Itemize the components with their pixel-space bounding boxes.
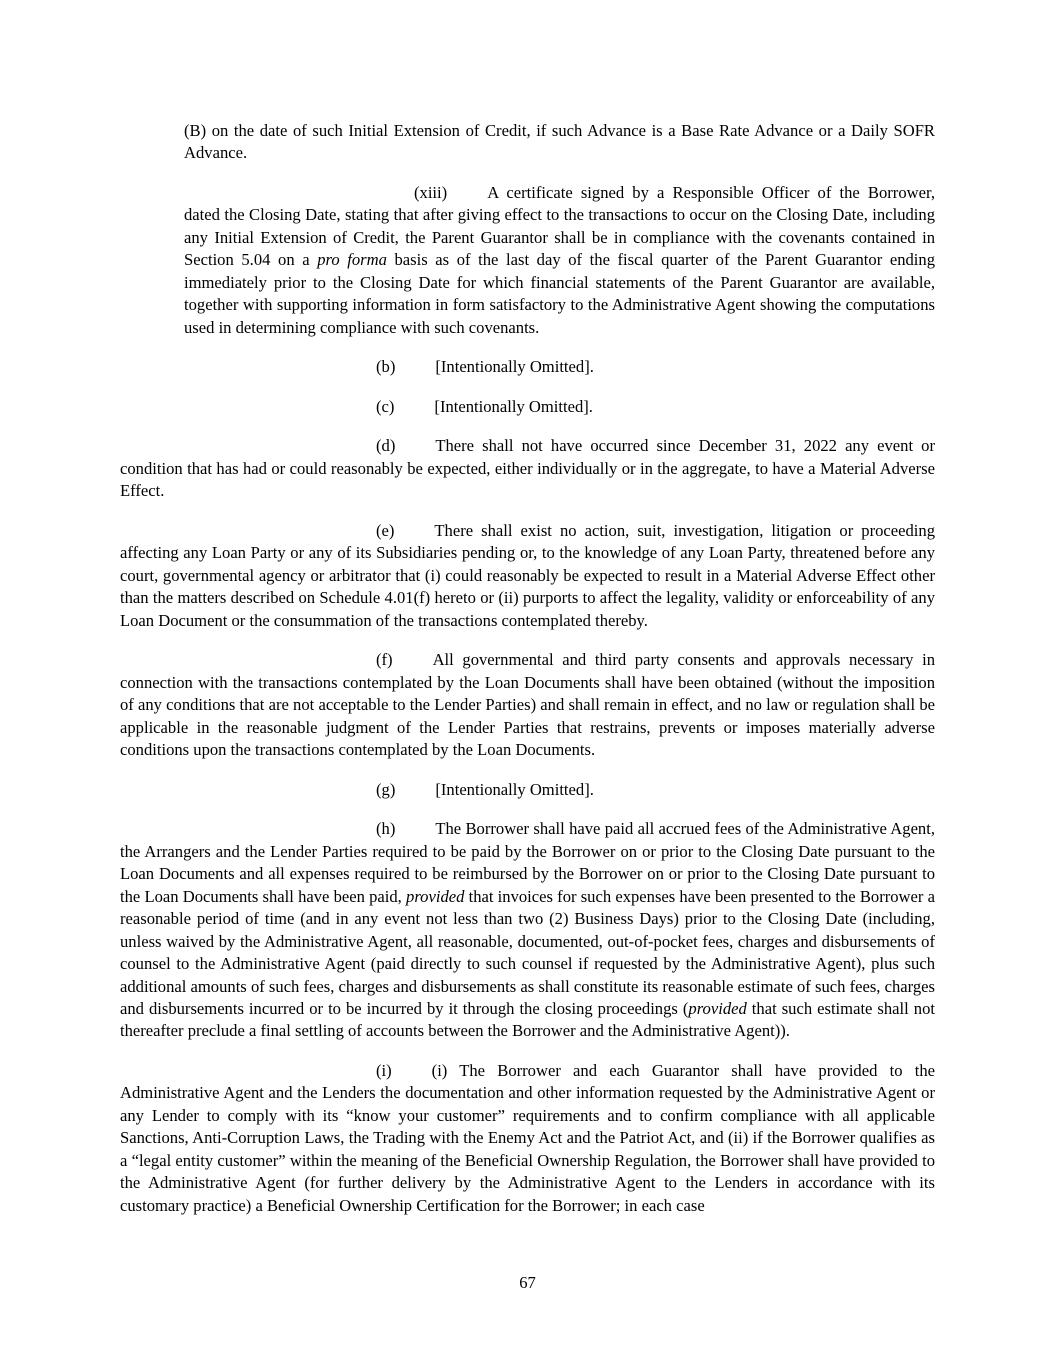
paragraph-text-0: The Borrower shall have paid all accrued fees of the Administrative Agent, the Arrangers and the Lender Parties required to be paid by the Borrower on or prior to the Closing Date pursuant to the Loan Documents and all expenses required to be reimbursed by the Borrower on or prior to the Closing Date pursuant to the Loan Documents shall have been paid, (120, 819, 935, 906)
italic-term-provided-1: provided (406, 886, 465, 906)
paragraph-text-4: that such estimate shall not thereafter preclude a final settling of accounts between the Borrower and the Administrative Agent)). (120, 998, 935, 1041)
clause-label-e: (e) (376, 520, 395, 540)
paragraph-clause-d (120, 435, 935, 502)
clause-label-xiii: (xiii) (414, 182, 448, 202)
paragraph-text: [Intentionally Omitted]. (434, 396, 593, 416)
paragraph-text-after-italic: basis as of the last day of the fiscal quarter of the Parent Guarantor ending immediately prior to the Closing Date for which financial statements of the Parent Guarantor are available, together with supporting information in form satisfactory to the Administrative Agent showing the computations used in determining compliance with such covenants. (184, 250, 935, 337)
page-footer (0, 1273, 1055, 1293)
clause-label-i: (i) (376, 1060, 392, 1080)
paragraph-clause-xiii (184, 182, 935, 339)
paragraph-segments-h (120, 819, 935, 1040)
paragraph-text: (i) The Borrower and each Guarantor shall have provided to the Administrative Agent and the Lenders the documentation and other information requested by the Administrative Agent or any Lender to comply with its “know your customer” requirements and to confirm compliance with all applicable Sanctions, Anti-Corruption Laws, the Trading with the Enemy Act and the Patriot Act, and (ii) if the Borrower qualifies as a “legal entity customer” within the meaning of the Beneficial Ownership Regulation, the Borrower shall have provided to the Administrative Agent (for further delivery by the Administrative Agent to the Lenders in accordance with its customary practice) a Beneficial Ownership Certification for the Borrower; in each case (120, 1060, 935, 1215)
paragraph-clause-e (120, 520, 935, 632)
paragraph-text: All governmental and third party consents and approvals necessary in connection with the transactions contemplated by the Loan Documents shall have been obtained (without the imposition of any conditions that are not acceptable to the Lender Parties) and shall remain in effect, and no law or regulation shall be applicable in the reasonable judgment of the Lender Parties that restrains, prevents or imposes materially adverse conditions upon the transactions contemplated by the Loan Documents. (120, 650, 935, 760)
clause-label-f: (f) (376, 650, 393, 670)
clause-label-g: (g) (376, 779, 396, 799)
paragraph-text-before-italic: A certificate signed by a Responsible Officer of the Borrower, dated the Closing Date, stating that after giving effect to the transactions to occur on the Closing Date, including any Initial Extension of Credit, the Parent Guarantor shall be in compliance with the covenants contained in Section 5.04 on a (184, 182, 935, 270)
paragraph-clause-f (120, 649, 935, 761)
paragraph-clause-B-continuation (184, 120, 935, 165)
document-body (120, 120, 935, 1217)
paragraph-clause-g (120, 779, 935, 801)
clause-label-c: (c) (376, 396, 395, 416)
paragraph-text: There shall exist no action, suit, investigation, litigation or proceeding affecting any Loan Party or any of its Subsidiaries pending or, to the knowledge of any Loan Party, threatened before any court, governmental agency or arbitrator that (i) could reasonably be expected to result in a Material Adverse Effect other than the matters described on Schedule 4.01(f) hereto or (ii) purports to affect the legality, validity or enforceability of any Loan Document or the consummation of the transactions contemplated thereby. (120, 520, 935, 630)
paragraph-text: (B) on the date of such Initial Extension of Credit, if such Advance is a Base Rate Advance or a Daily SOFR Advance. (184, 121, 935, 163)
italic-term-provided-3: provided (688, 998, 747, 1018)
paragraph-text: [Intentionally Omitted]. (435, 357, 594, 377)
paragraph-clause-h (120, 818, 935, 1043)
paragraph-clause-c (120, 396, 935, 418)
clause-label-b: (b) (376, 357, 396, 377)
paragraph-text: [Intentionally Omitted]. (435, 779, 594, 799)
paragraph-clause-i (120, 1060, 935, 1217)
paragraph-clause-b (120, 356, 935, 378)
clause-label-d: (d) (376, 436, 396, 456)
page-number: 67 (519, 1273, 536, 1292)
paragraph-text: There shall not have occurred since December 31, 2022 any event or condition that has had or could reasonably be expected, either individually or in the aggregate, to have a Material Adverse Effect. (120, 436, 935, 501)
italic-term-pro-forma: pro forma (317, 250, 387, 270)
clause-label-h: (h) (376, 819, 396, 839)
paragraph-text-2: that invoices for such expenses have been presented to the Borrower a reasonable period of time (and in any event not less than two (2) Business Days) prior to the Closing Date (including, unless waived by the Administrative Agent, all reasonable, documented, out-of-pocket fees, charges and disbursements of counsel to the Administrative Agent (paid directly to such counsel if requested by the Administrative Agent), plus such additional amounts of such fees, charges and disbursements as shall constitute its reasonable estimate of such fees, charges and disbursements incurred or to be incurred by it through the closing proceedings ( (120, 886, 935, 1018)
